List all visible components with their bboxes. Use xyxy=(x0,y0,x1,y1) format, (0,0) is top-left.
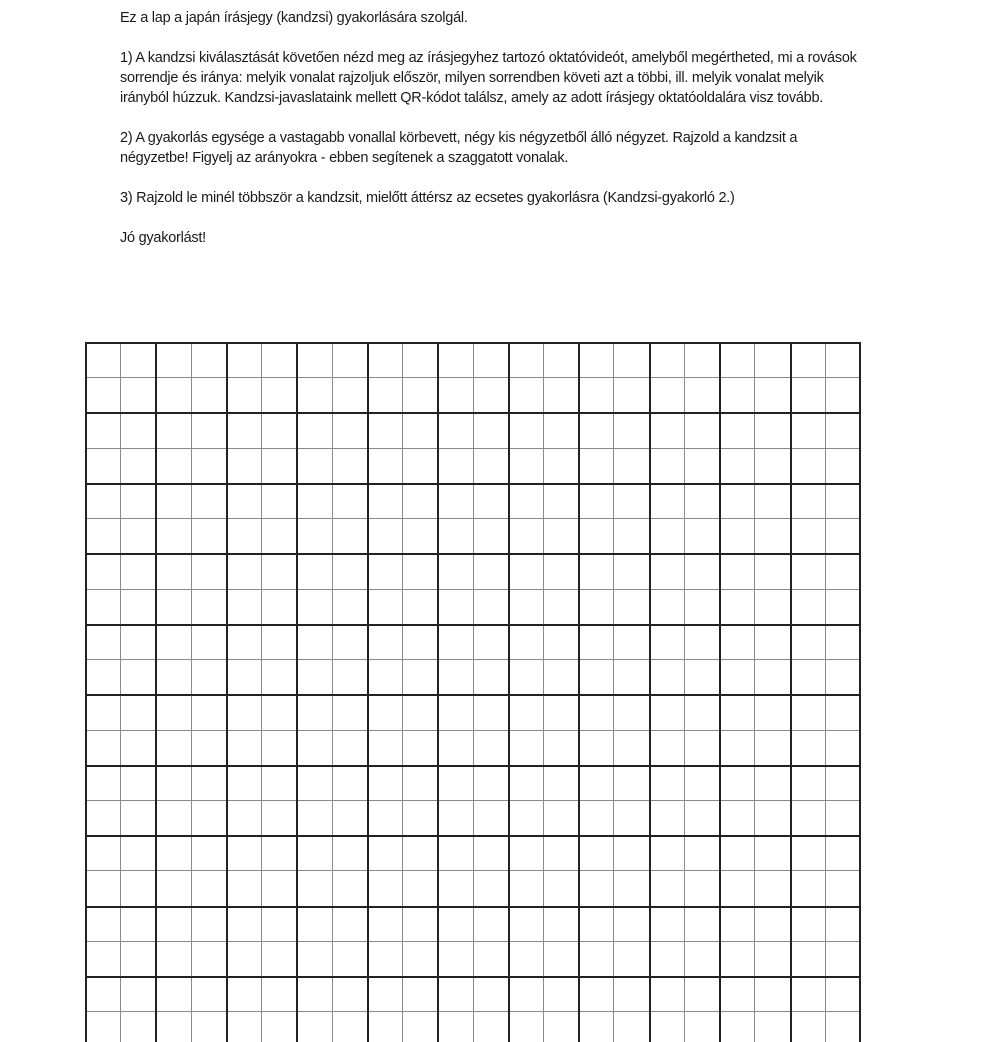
kanji-practice-grid xyxy=(85,342,861,1042)
intro-text: Ez a lap a japán írásjegy (kandzsi) gyakorlására szolgál. xyxy=(120,10,468,26)
step-2-text: 2) A gyakorlás egysége a vastagabb vonallal körbevett, négy kis négyzetből álló négyzet. Rajzold a kandzsit a négyzetbe! Figyelj az arányokra - ebben segítenek a szaggatott vonalak. xyxy=(120,130,798,166)
step-1-text: 1) A kandzsi kiválasztását követően nézd meg az írásjegyhez tartozó oktatóvideót, amelyből megértheted, mi a rovások sorrendje és iránya: melyik vonalat rajzoljuk először, milyen sorrendben követi azt a többi, ill. melyik vonalat melyik irányból húzzuk. Kandzsi-javaslataink mellett QR-kódot találsz, amely az adott írásjegy oktatóoldalára visz tovább. xyxy=(120,50,857,106)
step-3-text: 3) Rajzold le minél többször a kandzsit, mielőtt áttérsz az ecsetes gyakorlásra (Kandzsi-gyakorló 2.) xyxy=(120,190,735,206)
instructions-block xyxy=(120,8,860,268)
practice-grid-svg xyxy=(85,342,861,1042)
closing-text: Jó gyakorlást! xyxy=(120,230,206,246)
